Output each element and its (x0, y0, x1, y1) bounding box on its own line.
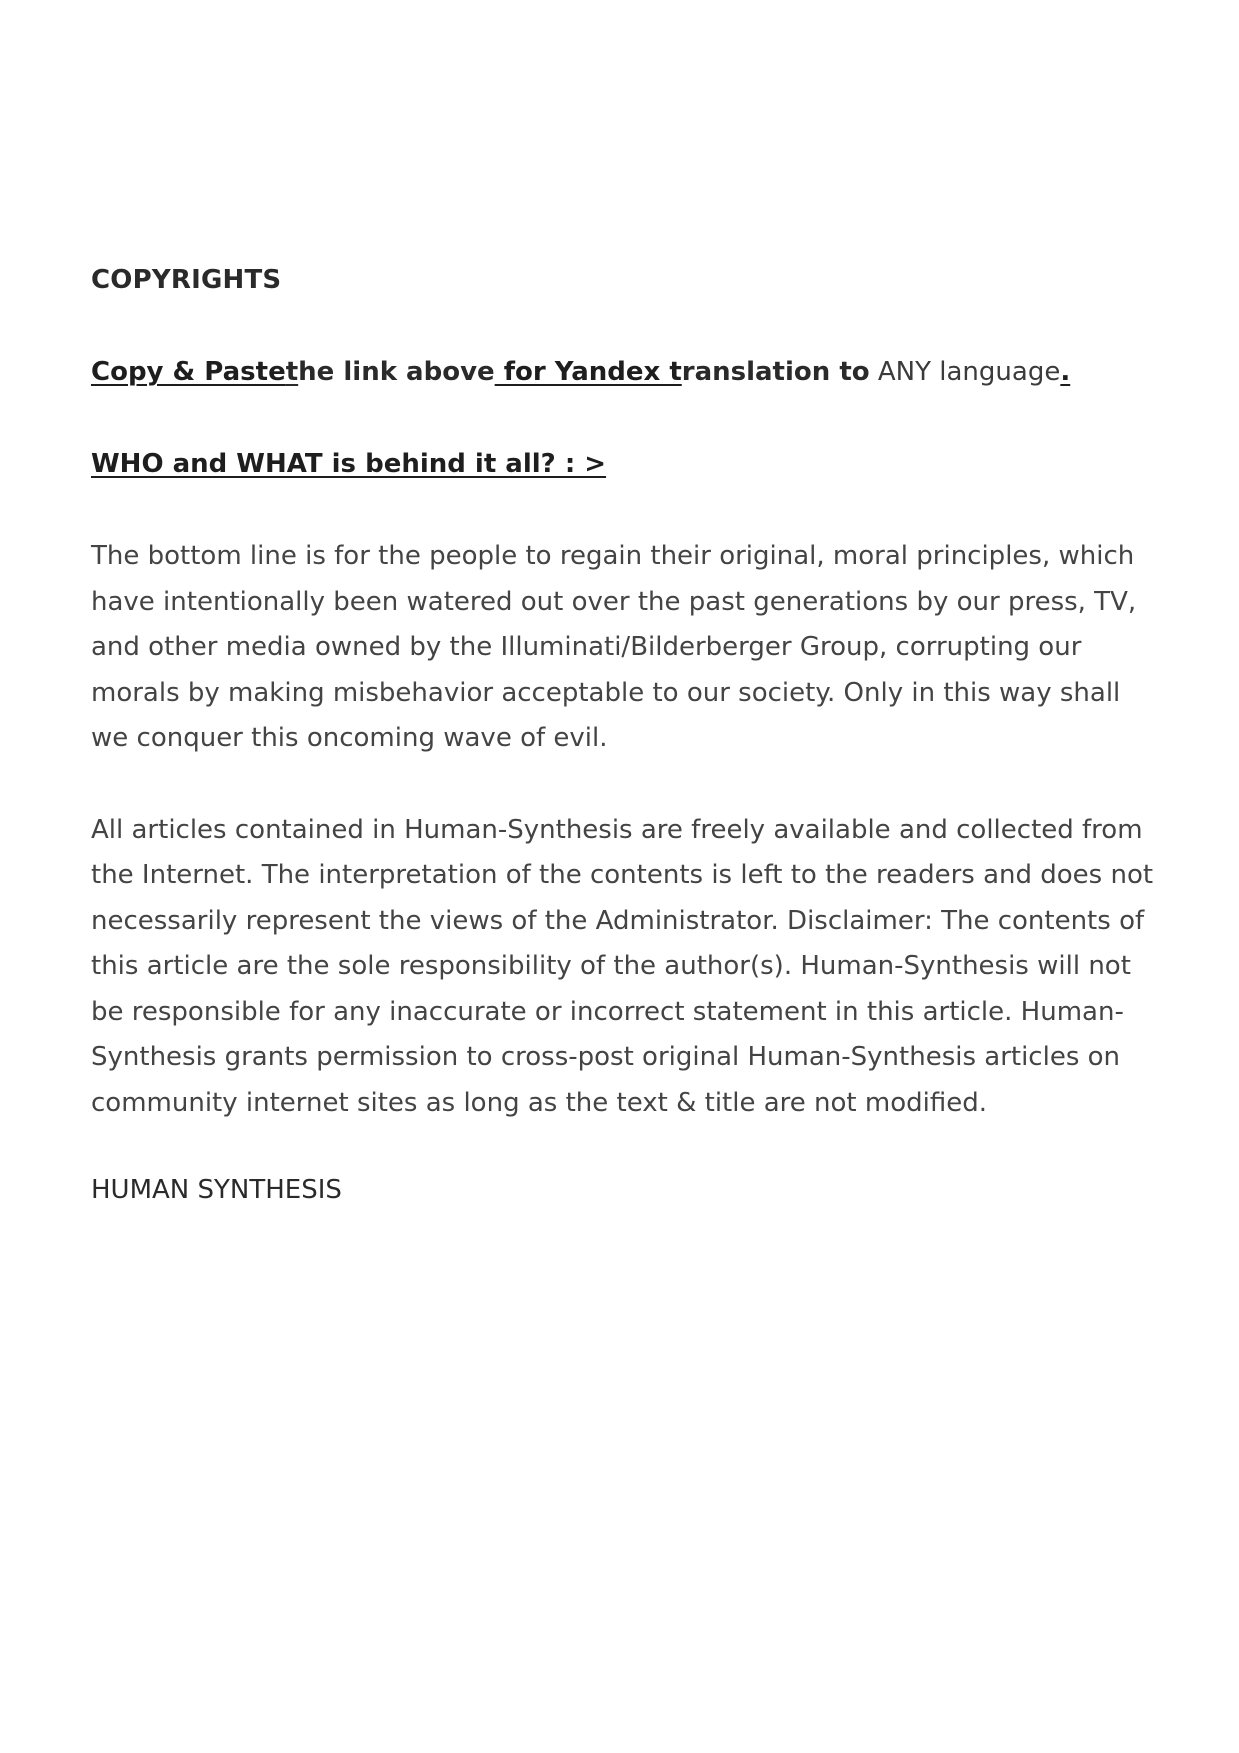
who-what-line (91, 446, 1161, 482)
document-body (91, 262, 1161, 1208)
who-what-link[interactable]: WHO and WHAT is behind it all? : > (91, 449, 607, 479)
copy-paste-link[interactable]: Copy & Paste (91, 357, 286, 387)
disclaimer-paragraph: All articles contained in Human-Synthesis are freely available and collected from the Internet. The interpretation of the contents is left to the readers and does not necessarily represent the views of the Administrator. Disclaimer: The contents of this article are the sole responsibility of the author(s). Human-Synthesis will not be responsible for any inaccurate or incorrect statement in this article. Human-Synthesis grants permission to cross-post original Human-Synthesis articles on community internet sites as long as the text & title are not modified. (91, 814, 1154, 1118)
translation-text-link-above: he link above (298, 357, 495, 387)
translation-text-any-language: ANY language (869, 357, 1061, 387)
yandex-link[interactable]: for Yandex t (494, 357, 682, 387)
translation-text-t: t (285, 357, 299, 387)
human-synthesis-footer: HUMAN SYNTHESIS (91, 1175, 342, 1205)
copyrights-heading: COPYRIGHTS (91, 265, 282, 295)
moral-principles-paragraph: The bottom line is for the people to regain their original, moral principles, which have intentionally been watered out over the past generations by our press, TV, and other media owned by the Illuminati/Bilderberger Group, corrupting our morals by making misbehavior acceptable to our society. Only in this way shall we conquer this oncoming wave of evil. (91, 541, 1137, 753)
translation-line (91, 354, 1161, 390)
translation-text-to: ranslation to (681, 357, 870, 387)
translation-period: . (1060, 357, 1071, 387)
